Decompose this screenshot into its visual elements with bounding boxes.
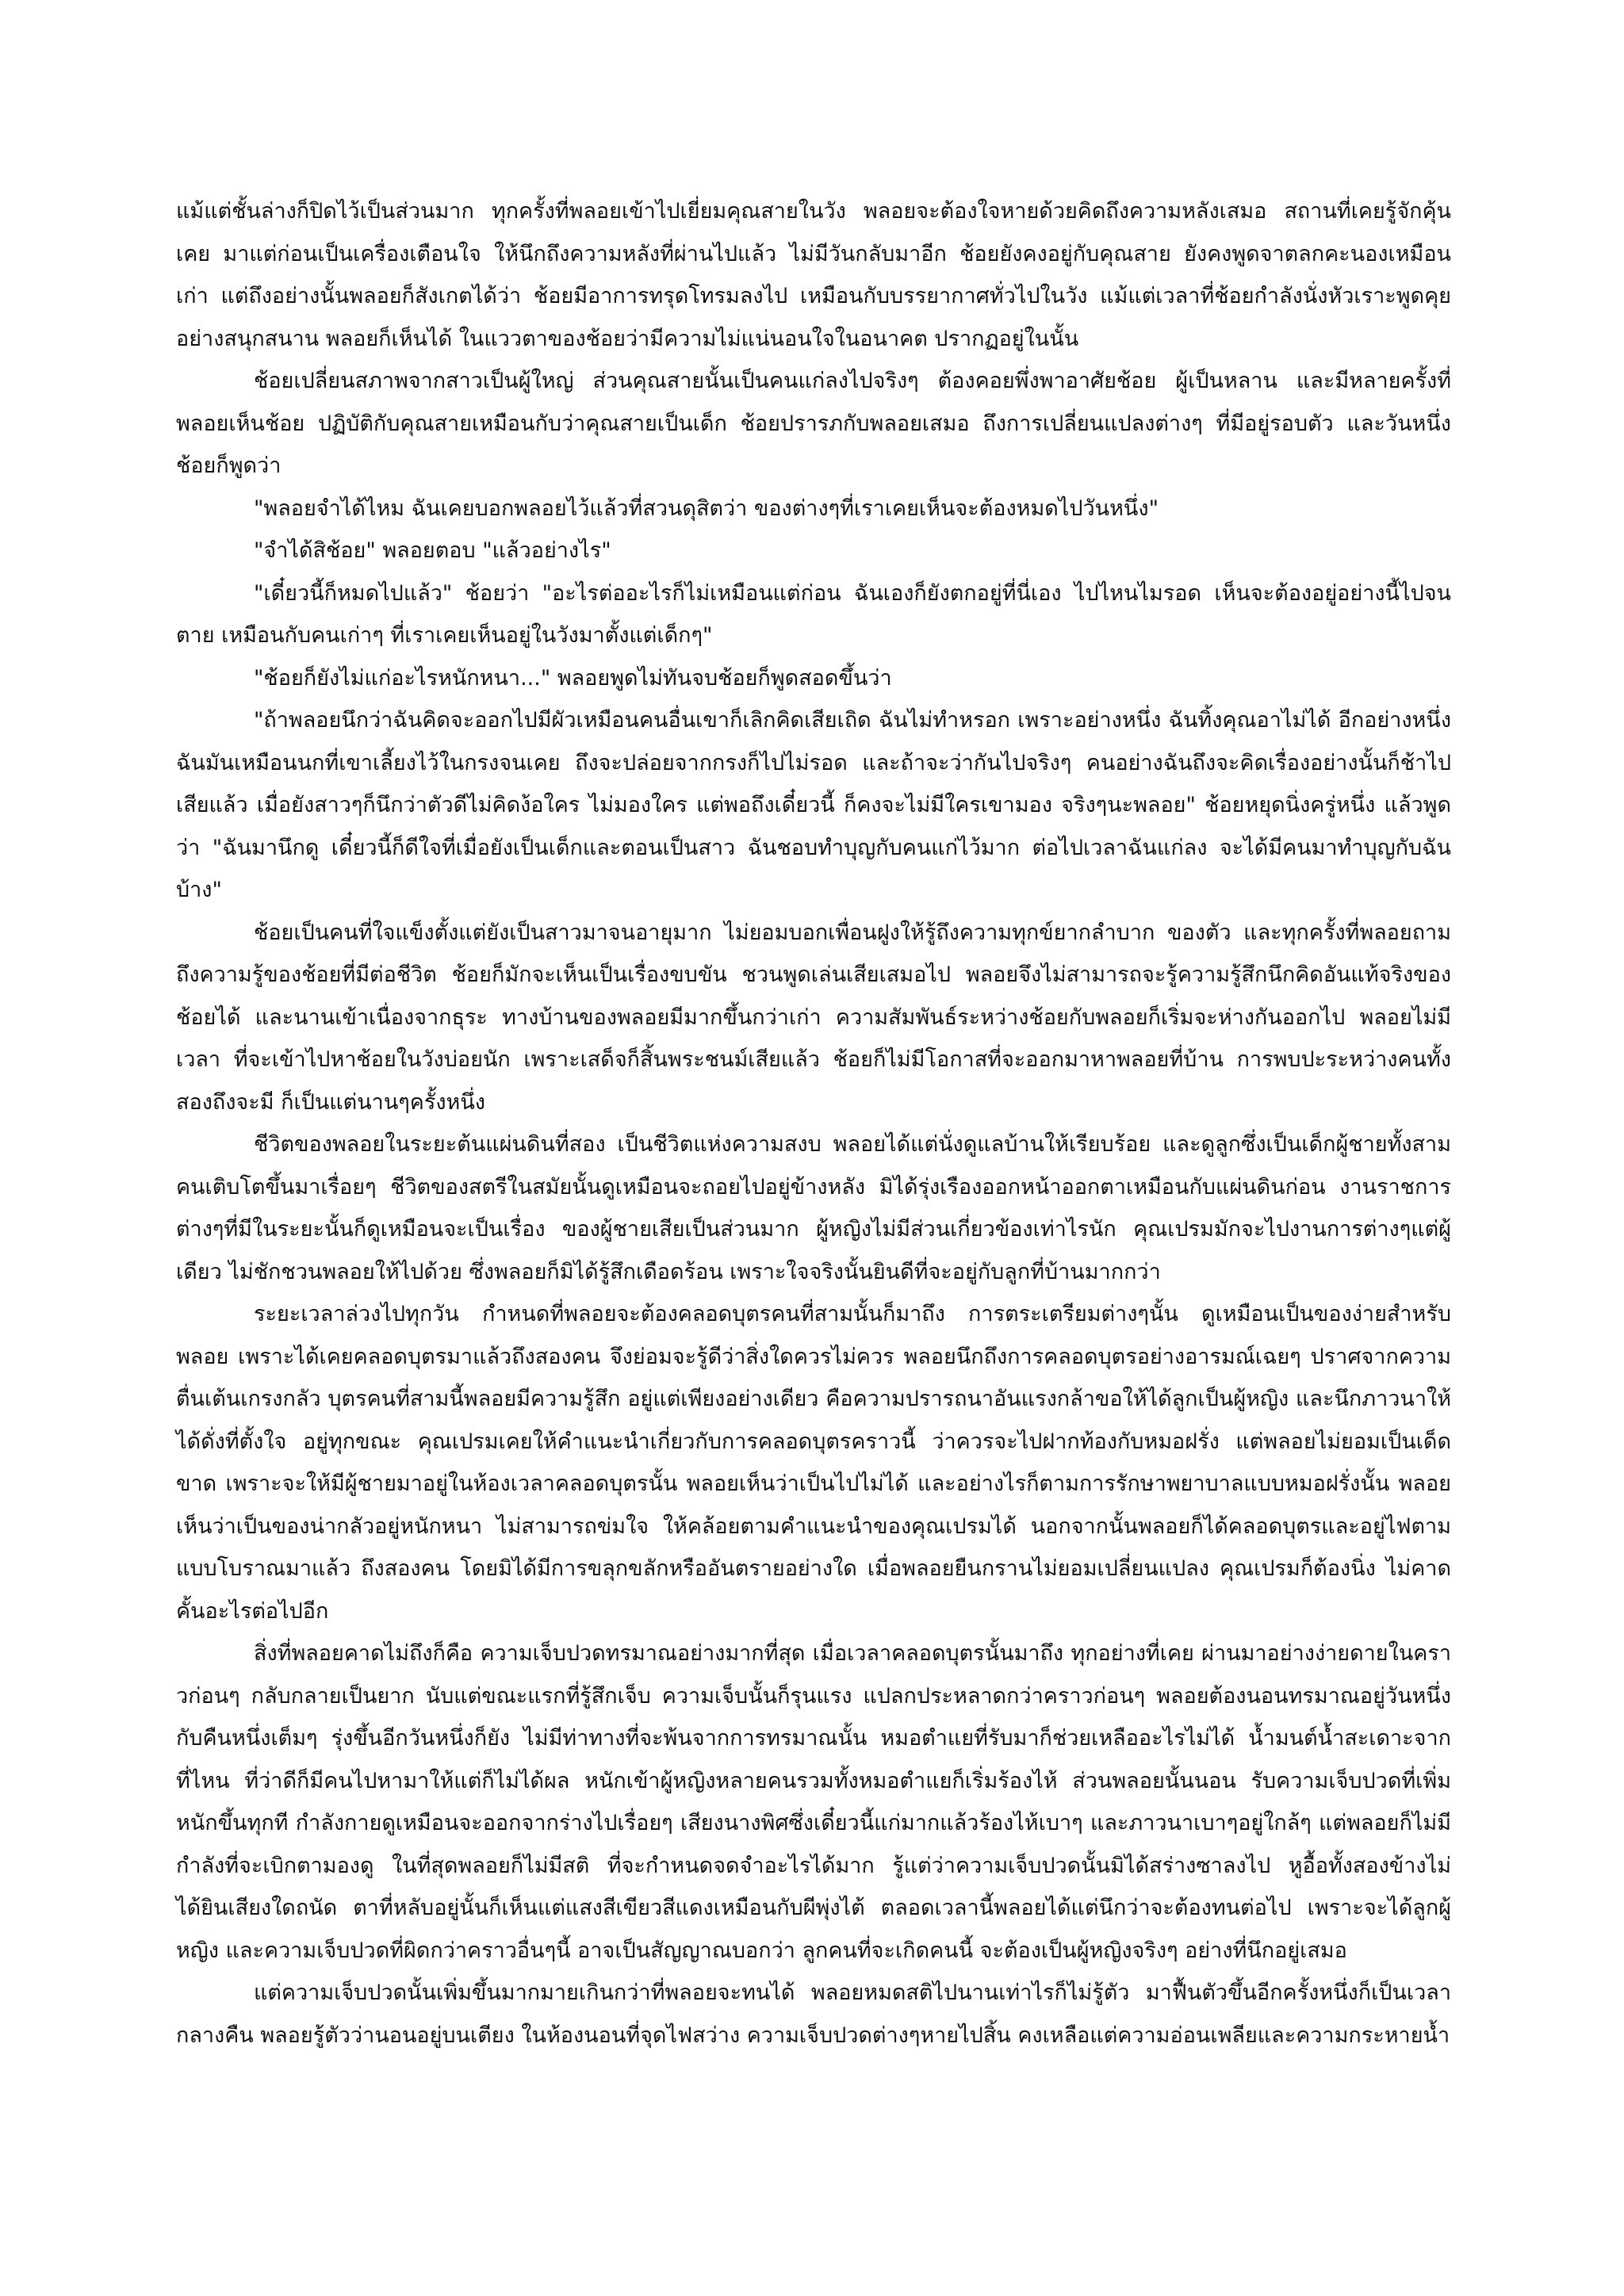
paragraph-6: "ช้อยก็ยังไม่แก่อะไรหนักหนา..." พลอยพูดไม่ทันจบช้อยก็พูดสอดขึ้นว่า [254, 665, 892, 691]
paragraph-12: แต่ความเจ็บปวดนั้นเพิ่มขึ้นมากมายเกินกว่าที่พลอยจะทนได้ พลอยหมดสติไปนานเท่าไรก็ไม่รู้ตัว มาฟื้นตัวขึ้นอีกครั้งหนึ่งก็เป็นเวลากลางคืน พลอยรู้ตัวว่านอนอยู่บนเตียง ในห้องนอนที่จุดไฟสว่าง ความเจ็บปวดต่างๆหายไปสิ้น คงเหลือแต่ความอ่อนเพลียและความกระหายน้ำ [176, 1980, 1451, 2048]
paragraph-4: "จำได้สิช้อย" พลอยตอบ "แล้วอย่างไร" [254, 538, 611, 563]
paragraph-2: ช้อยเปลี่ยนสภาพจากสาวเป็นผู้ใหญ่ ส่วนคุณสายนั้นเป็นคนแก่ลงไปจริงๆ ต้องคอยพึ่งพาอาศัยช้อย ผู้เป็นหลาน และมีหลายครั้งที่พลอยเห็นช้อย ปฏิบัติกับคุณสายเหมือนกับว่าคุณสายเป็นเด็ก ช้อยปรารภกับพลอยเสมอ ถึงการเปลี่ยนแปลงต่างๆ ที่มีอยู่รอบตัว และวันหนึ่งช้อยก็พูดว่า [176, 369, 1451, 478]
paragraph-10: ระยะเวลาล่วงไปทุกวัน กำหนดที่พลอยจะต้องคลอดบุตรคนที่สามนั้นก็มาถึง การตระเตรียมต่างๆนั้น ดูเหมือนเป็นของง่ายสำหรับพลอย เพราะได้เคยคลอดบุตรมาแล้วถึงสองคน จึงย่อมจะรู้ดีว่าสิ่งใดควรไม่ควร พลอยนึกถึงการคลอดบุตรอย่างอารมณ์เฉยๆ ปราศจากความตื่นเต้นเกรงกลัว บุตรคนที่สามนี้พลอยมีความรู้สึก อยู่แต่เพียงอย่างเดียว คือความปรารถนาอันแรงกล้าขอให้ได้ลูกเป็นผู้หญิง และนึกภาวนาให้ได้ดั่งที่ตั้งใจ อยู่ทุกขณะ คุณเปรมเคยให้คำแนะนำเกี่ยวกับการคลอดบุตรคราวนี้ ว่าควรจะไปฝากท้องกับหมอฝรั่ง แต่พลอยไม่ยอมเป็นเด็ดขาด เพราะจะให้มีผู้ชายมาอยู่ในห้องเวลาคลอดบุตรนั้น พลอยเห็นว่าเป็นไปไม่ได้ และอย่างไรก็ตามการรักษาพยาบาลแบบหมอฝรั่งนั้น พลอยเห็นว่าเป็นของน่ากลัวอยู่หนักหนา ไม่สามารถข่มใจ ให้คล้อยตามคำแนะนำของคุณเปรมได้ นอกจากนั้นพลอยก็ได้คลอดบุตรและอยู่ไฟตามแบบโบราณมาแล้ว ถึงสองคน โดยมิได้มีการขลุกขลักหรืออันตรายอย่างใด เมื่อพลอยยืนกรานไม่ยอมเปลี่ยนแปลง คุณเปรมก็ต้องนิ่ง ไม่คาดคั้นอะไรต่อไปอีก [176, 1302, 1451, 1624]
paragraph-7: "ถ้าพลอยนึกว่าฉันคิดจะออกไปมีผัวเหมือนคนอื่นเขาก็เลิกคิดเสียเถิด ฉันไม่ทำหรอก เพราะอย่างหนึ่ง ฉันทิ้งคุณอาไม่ได้ อีกอย่างหนึ่งฉันมันเหมือนนกที่เขาเลี้ยงไว้ในกรงจนเคย ถึงจะปล่อยจากกรงก็ไปไม่รอด และถ้าจะว่ากันไปจริงๆ คนอย่างฉันถึงจะคิดเรื่องอย่างนั้นก็ช้าไปเสียแล้ว เมื่อยังสาวๆก็นึกว่าตัวดีไม่คิดง้อใคร ไม่มองใคร แต่พอถึงเดี๋ยวนี้ ก็คงจะไม่มีใครเขามอง จริงๆนะพลอย" ช้อยหยุดนิ่งครู่หนึ่ง แล้วพูดว่า "ฉันมานึกดู เดี๋ยวนี้ก็ดีใจที่เมื่อยังเป็นเด็กและตอนเป็นสาว ฉันชอบทำบุญกับคนแก่ไว้มาก ต่อไปเวลาฉันแก่ลง จะได้มีคนมาทำบุญกับฉันบ้าง" [176, 708, 1451, 902]
document-page [176, 190, 1451, 2057]
paragraph-3: "พลอยจำได้ไหม ฉันเคยบอกพลอยไว้แล้วที่สวนดุสิตว่า ของต่างๆที่เราเคยเห็นจะต้องหมดไปวันหนึ่ง" [254, 496, 1159, 521]
paragraph-1: แม้แต่ชั้นล่างก็ปิดไว้เป็นส่วนมาก ทุกครั้งที่พลอยเข้าไปเยี่ยมคุณสายในวัง พลอยจะต้องใจหายด้วยคิดถึงความหลังเสมอ สถานที่เคยรู้จักคุ้นเคย มาแต่ก่อนเป็นเครื่องเตือนใจ ให้นึกถึงความหลังที่ผ่านไปแล้ว ไม่มีวันกลับมาอีก ช้อยยังคงอยู่กับคุณสาย ยังคงพูดจาตลกคะนองเหมือนเก่า แต่ถึงอย่างนั้นพลอยก็สังเกตได้ว่า ช้อยมีอาการทรุดโทรมลงไป เหมือนกับบรรยากาศทั่วไปในวัง แม้แต่เวลาที่ช้อยกำลังนั่งหัวเราะพูดคุยอย่างสนุกสนาน พลอยก็เห็นได้ ในแววตาของช้อยว่ามีความไม่แน่นอนใจในอนาคต ปรากฏอยู่ในนั้น [176, 199, 1451, 351]
paragraph-5: "เดี๋ยวนี้ก็หมดไปแล้ว" ช้อยว่า "อะไรต่ออะไรก็ไม่เหมือนแต่ก่อน ฉันเองก็ยังตกอยู่ที่นี่เอง ไปไหนไมรอด เห็นจะต้องอยู่อย่างนี้ไปจนตาย เหมือนกับคนเก่าๆ ที่เราเคยเห็นอยู่ในวังมาตั้งแต่เด็กๆ" [176, 580, 1451, 648]
paragraph-11: สิ่งที่พลอยคาดไม่ถึงก็คือ ความเจ็บปวดทรมาณอย่างมากที่สุด เมื่อเวลาคลอดบุตรนั้นมาถึง ทุกอย่างที่เคย ผ่านมาอย่างง่ายดายในคราวก่อนๆ กลับกลายเป็นยาก นับแต่ขณะแรกที่รู้สึกเจ็บ ความเจ็บนั้นก็รุนแรง แปลกประหลาดกว่าคราวก่อนๆ พลอยต้องนอนทรมาณอยู่วันหนึ่งกับคืนหนึ่งเต็มๆ รุ่งขึ้นอีกวันหนึ่งก็ยัง ไม่มีท่าทางที่จะพ้นจากการทรมาณนั้น หมอตำแยที่รับมาก็ช่วยเหลืออะไรไม่ได้ น้ำมนต์น้ำสะเดาะจากที่ไหน ที่ว่าดีก็มีคนไปหามาให้แต่ก็ไม่ได้ผล หนักเข้าผู้หญิงหลายคนรวมทั้งหมอตำแยก็เริ่มร้องไห้ ส่วนพลอยนั้นนอน รับความเจ็บปวดที่เพิ่มหนักขึ้นทุกที กำลังกายดูเหมือนจะออกจากร่างไปเรื่อยๆ เสียงนางพิศซึ่งเดี๋ยวนี้แก่มากแล้วร้องไห้เบาๆ และภาวนาเบาๆอยู่ใกล้ๆ แต่พลอยก็ไม่มีกำลังที่จะเบิกตามองดู ในที่สุดพลอยก็ไม่มีสติ ที่จะกำหนดจดจำอะไรได้มาก รู้แต่ว่าความเจ็บปวดนั้นมิได้สร่างซาลงไป หูอื้อทั้งสองข้างไม่ได้ยินเสียงใดถนัด ตาที่หลับอยู่นั้นก็เห็นแต่แสงสีเขียวสีแดงเหมือนกับผีพุ่งไต้ ตลอดเวลานี้พลอยได้แต่นึกว่าจะต้องทนต่อไป เพราะจะได้ลูกผู้หญิง และความเจ็บปวดที่ผิดกว่าคราวอื่นๆนี้ อาจเป็นสัญญาณบอกว่า ลูกคนที่จะเกิดคนนี้ จะต้องเป็นผู้หญิงจริงๆ อย่างที่นึกอยู่เสมอ [176, 1641, 1451, 1963]
paragraph-8: ช้อยเป็นคนที่ใจแข็งตั้งแต่ยังเป็นสาวมาจนอายุมาก ไม่ยอมบอกเพื่อนฝูงให้รู้ถึงความทุกข์ยากลำบาก ของตัว และทุกครั้งที่พลอยถามถึงความรู้ของช้อยที่มีต่อชีวิต ช้อยก็มักจะเห็นเป็นเรื่องขบขัน ชวนพูดเล่นเสียเสมอไป พลอยจึงไม่สามารถจะรู้ความรู้สึกนึกคิดอันแท้จริงของช้อยได้ และนานเข้าเนื่องจากธุระ ทางบ้านของพลอยมีมากขึ้นกว่าเก่า ความสัมพันธ์ระหว่างช้อยกับพลอยก็เริ่มจะห่างกันออกไป พลอยไม่มีเวลา ที่จะเข้าไปหาช้อยในวังบ่อยนัก เพราะเสด็จก็สิ้นพระชนม์เสียแล้ว ช้อยก็ไม่มีโอกาสที่จะออกมาหาพลอยที่บ้าน การพบปะระหว่างคนทั้งสองถึงจะมี ก็เป็นแต่นานๆครั้งหนึ่ง [176, 920, 1451, 1115]
paragraph-9: ชีวิตของพลอยในระยะต้นแผ่นดินที่สอง เป็นชีวิตแห่งความสงบ พลอยได้แต่นั่งดูแลบ้านให้เรียบร้อย และดูลูกซึ่งเป็นเด็กผู้ชายทั้งสามคนเติบโตขึ้นมาเรื่อยๆ ชีวิตของสตรีในสมัยนั้นดูเหมือนจะถอยไปอยู่ข้างหลัง มิได้รุ่งเรืองออกหน้าออกตาเหมือนกับแผ่นดินก่อน งานราชการต่างๆที่มีในระยะนั้นก็ดูเหมือนจะเป็นเรื่อง ของผู้ชายเสียเป็นส่วนมาก ผู้หญิงไม่มีส่วนเกี่ยวข้องเท่าไรนัก คุณเปรมมักจะไปงานการต่างๆแต่ผู้เดียว ไม่ชักชวนพลอยให้ไปด้วย ซึ่งพลอยก็มิได้รู้สึกเดือดร้อน เพราะใจจริงนั้นยินดีที่จะอยู่กับลูกที่บ้านมากกว่า [176, 1132, 1451, 1284]
